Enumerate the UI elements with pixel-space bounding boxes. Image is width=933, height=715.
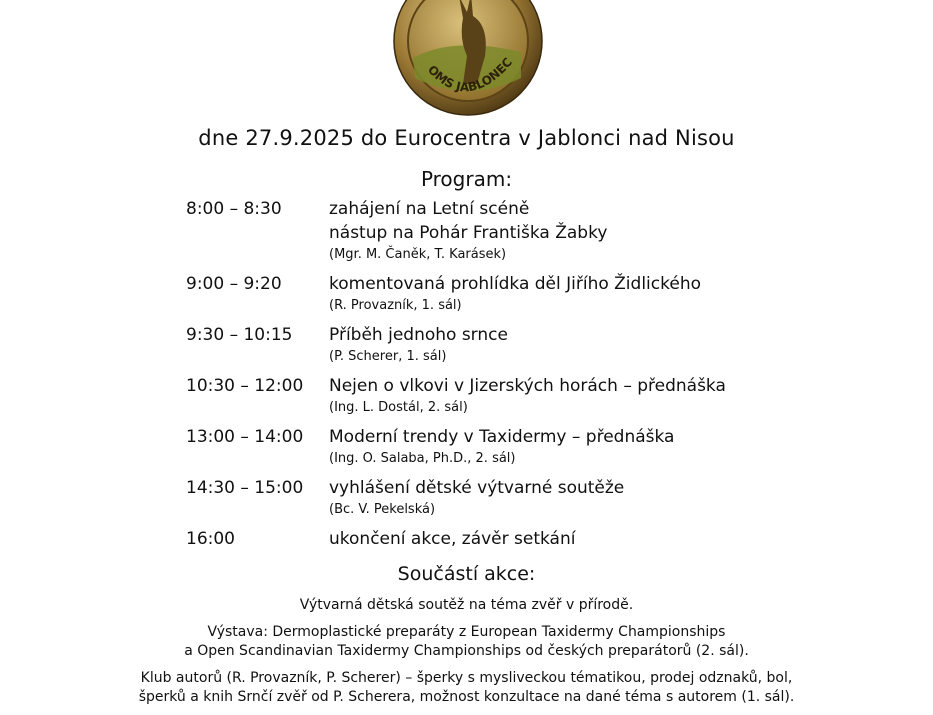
- program-row: [186, 374, 826, 418]
- program-activity: Příběh jednoho srnce: [329, 325, 508, 345]
- program-note: (P. Scherer, 1. sál): [329, 349, 447, 364]
- program-body: [329, 197, 826, 265]
- program-activity: komentovaná prohlídka děl Jiřího Židlického: [329, 274, 701, 294]
- program-title: Program:: [420, 167, 513, 191]
- part-title: Součástí akce:: [397, 563, 536, 585]
- part-item-line: a Open Scandinavian Taxidermy Championships od českých preparátorů (2. sál).: [184, 643, 749, 659]
- part-items: [0, 596, 933, 715]
- program-time: 8:00 – 8:30: [186, 199, 282, 219]
- part-item-line: Klub autorů (R. Provazník, P. Scherer) – šperky s mysliveckou tématikou, prodej odznaků, bol,: [140, 670, 793, 686]
- program-row: [186, 425, 826, 469]
- program-schedule: [186, 197, 826, 558]
- medal-logo: [393, 0, 543, 116]
- program-activity: zahájení na Letní scéně: [329, 199, 530, 219]
- program-row: [186, 476, 826, 520]
- program-note: (Bc. V. Pekelská): [329, 502, 436, 517]
- program-row: [186, 197, 826, 265]
- part-item-line: Výtvarná dětská soutěž na téma zvěř v přírodě.: [299, 597, 634, 613]
- program-body: [329, 425, 826, 469]
- program-body: [329, 374, 826, 418]
- program-body: [329, 323, 826, 367]
- program-note: (Mgr. M. Čaněk, T. Karásek): [329, 247, 507, 262]
- program-body: [329, 476, 826, 520]
- program-time: 9:30 – 10:15: [186, 325, 293, 345]
- part-item-line: Výstava: Dermoplastické preparáty z European Taxidermy Championships: [207, 624, 726, 640]
- program-activity: vyhlášení dětské výtvarné soutěže: [329, 478, 625, 498]
- program-row: [186, 527, 826, 551]
- program-activity: Nejen o vlkovi v Jizerských horách – přednáška: [329, 376, 726, 396]
- program-note: (R. Provazník, 1. sál): [329, 298, 462, 313]
- program-time: 14:30 – 15:00: [186, 478, 304, 498]
- program-time: 13:00 – 14:00: [186, 427, 304, 447]
- part-item: [0, 596, 933, 615]
- program-activity: nástup na Pohár Františka Žabky: [329, 223, 608, 243]
- medal-inscription: OMS JABLONEC: [424, 55, 515, 95]
- program-note: (Ing. L. Dostál, 2. sál): [329, 400, 468, 415]
- program-row: [186, 272, 826, 316]
- program-activity: ukončení akce, závěr setkání: [329, 529, 576, 549]
- program-note: (Ing. O. Salaba, Ph.D., 2. sál): [329, 451, 516, 466]
- part-item: [0, 623, 933, 661]
- program-time: 9:00 – 9:20: [186, 274, 282, 294]
- program-body: [329, 272, 826, 316]
- program-row: [186, 323, 826, 367]
- program-body: [329, 527, 826, 551]
- program-time: 16:00: [186, 529, 235, 549]
- program-time: 10:30 – 12:00: [186, 376, 304, 396]
- program-activity: Moderní trendy v Taxidermy – přednáška: [329, 427, 675, 447]
- part-item-line: šperků a knih Srnčí zvěř od P. Scherera, možnost konzultace na dané téma s autorem (1. sál).: [138, 689, 795, 705]
- event-headline: dne 27.9.2025 do Eurocentra v Jablonci nad Nisou: [198, 126, 735, 150]
- part-item: [0, 669, 933, 707]
